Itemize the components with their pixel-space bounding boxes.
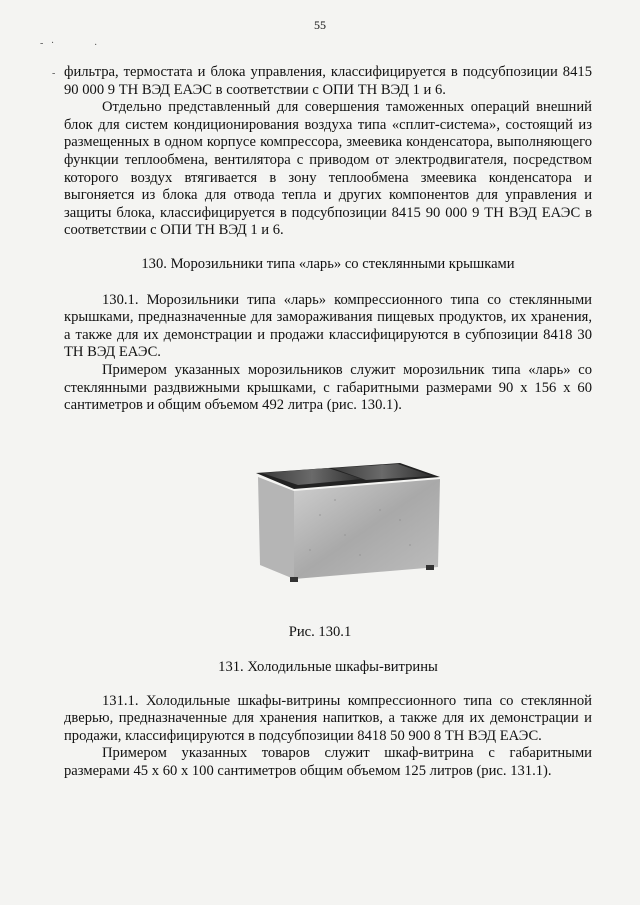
section-heading: 130. Морозильники типа «ларь» со стеклянными крышками (141, 255, 515, 272)
chest-freezer-illustration (250, 455, 445, 585)
scan-speck: - · (40, 38, 55, 49)
figure-chest-freezer (250, 455, 445, 585)
freezer-side (258, 477, 294, 579)
main-text-block (64, 64, 592, 415)
section-heading: 131. Холодильные шкафы-витрины (218, 659, 438, 675)
paragraph: 131.1. Холодильные шкафы-витрины компрессионного типа со стеклянной дверью, предназначенные для хранения напитков, а также для их демонстрации и продажи, классифицируются в подсубпозиции 8418 50 900 8 ТН ВЭД ЕАЭС. (64, 692, 592, 744)
page-number: 55 (314, 18, 326, 32)
scan-speck: · (94, 40, 98, 51)
freezer-foot (426, 565, 434, 570)
section-131-block (64, 659, 592, 781)
scan-speck: - (52, 68, 56, 79)
paragraph: 130.1. Морозильники типа «ларь» компрессионного типа со стеклянными крышками, предназначенные для замораживания пищевых продуктов, их хранения, а также для их демонстрации и продажи классифицируются в субпозиции 8418 30 ТН ВЭД ЕАЭС. (64, 291, 592, 361)
freezer-front (294, 479, 440, 579)
paragraph: фильтра, термостата и блока управления, классифицируется в подсубпозиции 8415 90 000 9 ТН ВЭД ЕАЭС в соответствии с ОПИ ТН ВЭД 1 и 6. (64, 64, 592, 98)
figure-caption: Рис. 130.1 (288, 624, 352, 640)
paragraph: Примером указанных товаров служит шкаф-витрина с габаритными размерами 45 x 60 x 100 сантиметров общим объемом 125 литров (рис. 131.1). (64, 745, 592, 779)
freezer-foot (290, 577, 298, 582)
paragraph: Отдельно представленный для совершения таможенных операций внешний блок для систем кондиционирования воздуха типа «сплит-система», состоящий из размещенных в одном корпусе компрессора, змеевика конденсатора, выполняющего функции теплообмена, вентилятора с приводом от электродвигателя, посредством которого воздух втягивается в зону теплообмена змеевика конденсатора и выгоняется из блока для отвода тепла и других компонентов для управления и защиты блока, классифицируется в подсубпозиции 8415 90 000 9 ТН ВЭД ЕАЭС в соответствии с ОПИ ТН ВЭД 1 и 6. (64, 99, 592, 239)
paragraph: Примером указанных морозильников служит морозильник типа «ларь» со стеклянными раздвижными крышками, с габаритными размерами 90 x 156 x 60 сантиметров и общим объемом 492 литра (рис. 130.1). (64, 361, 592, 414)
